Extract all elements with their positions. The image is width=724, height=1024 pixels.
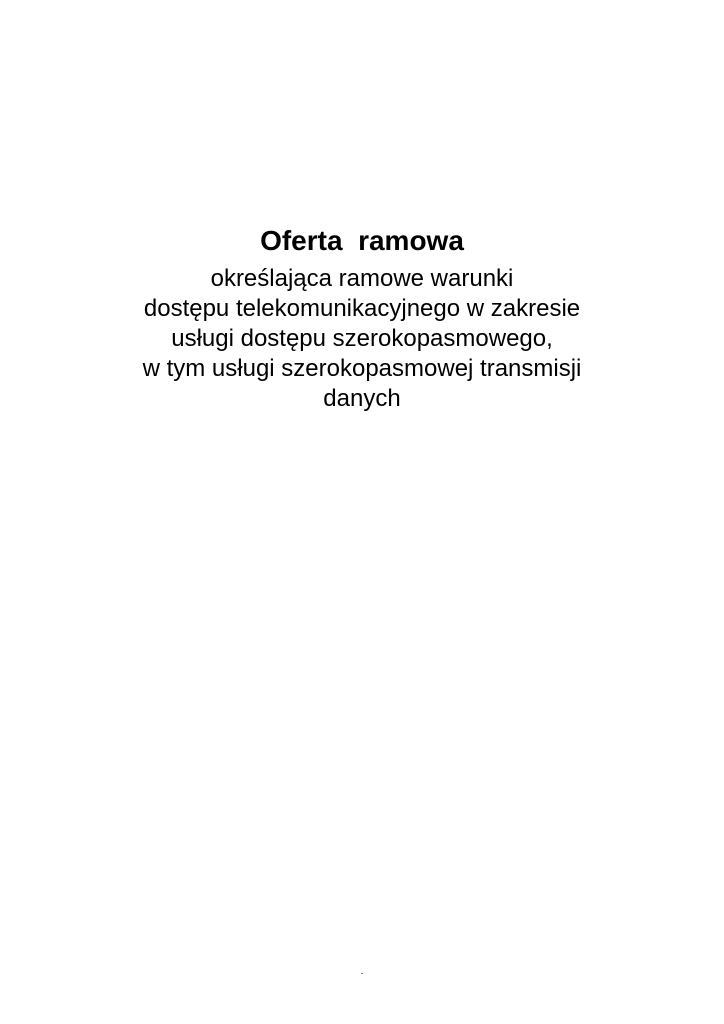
subtitle-line-4: w tym usługi szerokopasmowej transmisji [142, 355, 582, 382]
footer-mark: . [360, 966, 364, 977]
subtitle-line-3: usługi dostępu szerokopasmowego, [171, 325, 553, 352]
document-title: Oferta ramowa [260, 225, 464, 256]
title-block [0, 222, 724, 414]
subtitle-line-5: danych [323, 385, 401, 412]
document-subtitle [0, 264, 724, 414]
subtitle-line-2: dostępu telekomunikacyjnego w zakresie [143, 295, 581, 322]
subtitle-line-1: określająca ramowe warunki [210, 265, 514, 292]
